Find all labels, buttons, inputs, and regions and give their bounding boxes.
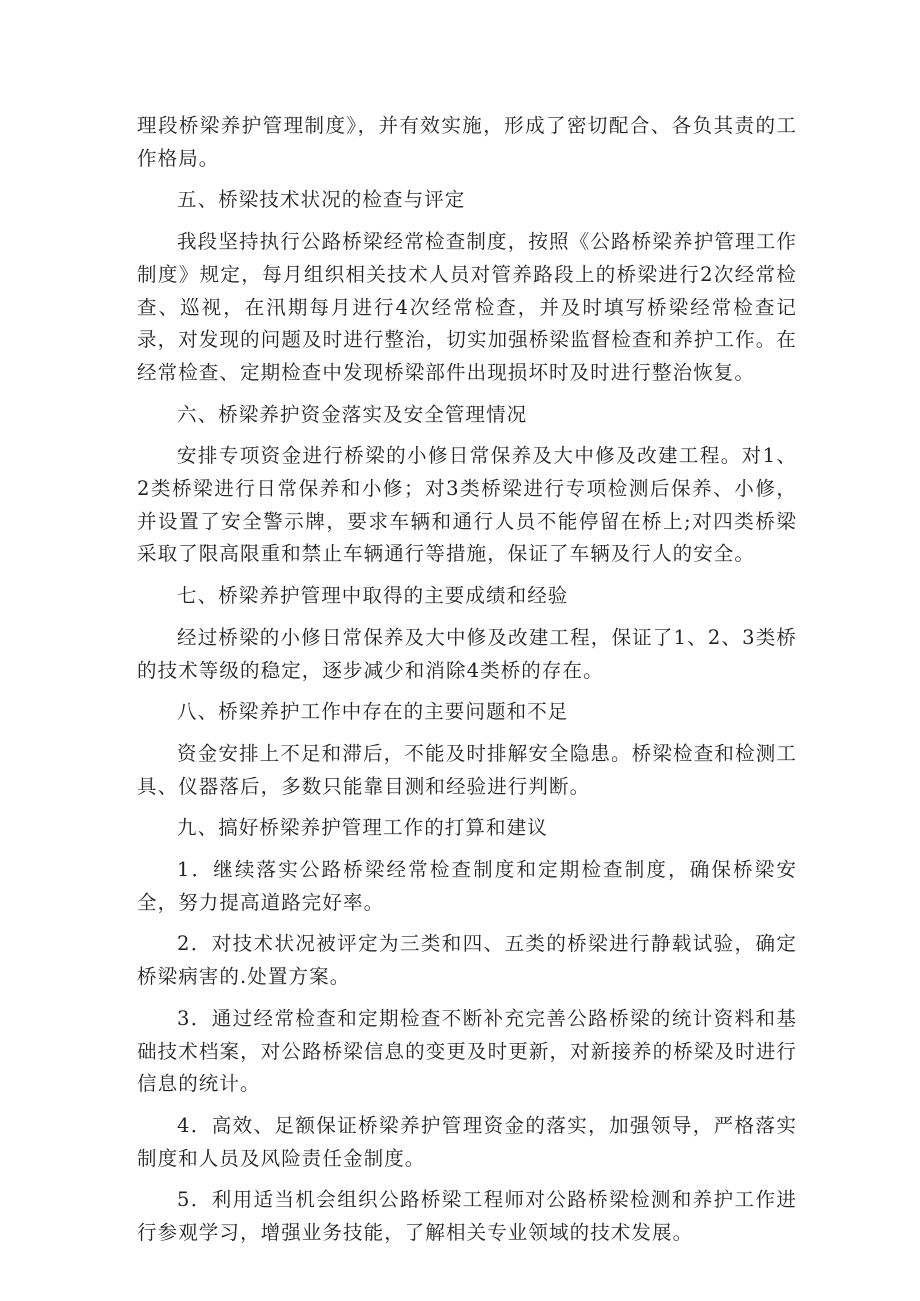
list-item-3: 3．通过经常检查和定期检查不断补充完善公路桥梁的统计资料和基础技术档案，对公路桥梁信息的变更及时更新，对新接养的桥梁及时进行信息的统计。 — [137, 1006, 797, 1096]
paragraph-continuation: 理段桥梁养护管理制度》，并有效实施，形成了密切配合、各负其责的工作格局。 — [137, 114, 797, 170]
section-7-body: 经过桥梁的小修日常保养及大中修及改建工程，保证了1、2、3类桥的技术等级的稳定，逐步减少和消除4类桥的存在。 — [137, 625, 797, 682]
document-body — [137, 110, 797, 1250]
section-heading-8: 八、桥梁养护工作中存在的主要问题和不足 — [177, 700, 569, 724]
section-5-body: 我段坚持执行公路桥梁经常检查制度，按照《公路桥梁养护管理工作制度》规定，每月组织相关技术人员对管养路段上的桥梁进行2次经常检查、巡视，在汛期每月进行4次经常检查，并及时填写桥梁经常检查记录，对发现的问题及时进行整治，切实加强桥梁监督检查和养护工作。在经常检查、定期检查中发现桥梁部件出现损坏时及时进行整治恢复。 — [137, 230, 797, 384]
section-heading-7: 七、桥梁养护管理中取得的主要成绩和经验 — [177, 584, 569, 608]
list-item-2: 2．对技术状况被评定为三类和四、五类的桥梁进行静载试验，确定桥梁病害的.处置方案。 — [137, 932, 797, 989]
list-item-5: 5．利用适当机会组织公路桥梁工程师对公路桥梁检测和养护工作进行参观学习，增强业务技能，了解相关专业领域的技术发展。 — [137, 1188, 797, 1245]
section-heading-9: 九、搞好桥梁养护管理工作的打算和建议 — [177, 816, 548, 840]
list-item-1: 1．继续落实公路桥梁经常检查制度和定期检查制度，确保桥梁安全，努力提高道路完好率。 — [137, 858, 797, 914]
list-item-4: 4．高效、足额保证桥梁养护管理资金的落实，加强领导，严格落实制度和人员及风险责任金制度。 — [137, 1113, 797, 1170]
section-heading-5: 五、桥梁技术状况的检查与评定 — [177, 188, 466, 212]
section-8-body: 资金安排上不足和滞后，不能及时排解安全隐患。桥梁检查和检测工具、仪器落后，多数只能靠目测和经验进行判断。 — [137, 741, 797, 798]
section-6-body: 安排专项资金进行桥梁的小修日常保养及大中修及改建工程。对1、2类桥梁进行日常保养和小修；对3类桥梁进行专项检测后保养、小修，并设置了安全警示牌，要求车辆和通行人员不能停留在桥上;对四类桥梁采取了限高限重和禁止车辆通行等措施，保证了车辆及行人的安全。 — [137, 444, 797, 566]
section-heading-6: 六、桥梁养护资金落实及安全管理情况 — [177, 402, 528, 426]
